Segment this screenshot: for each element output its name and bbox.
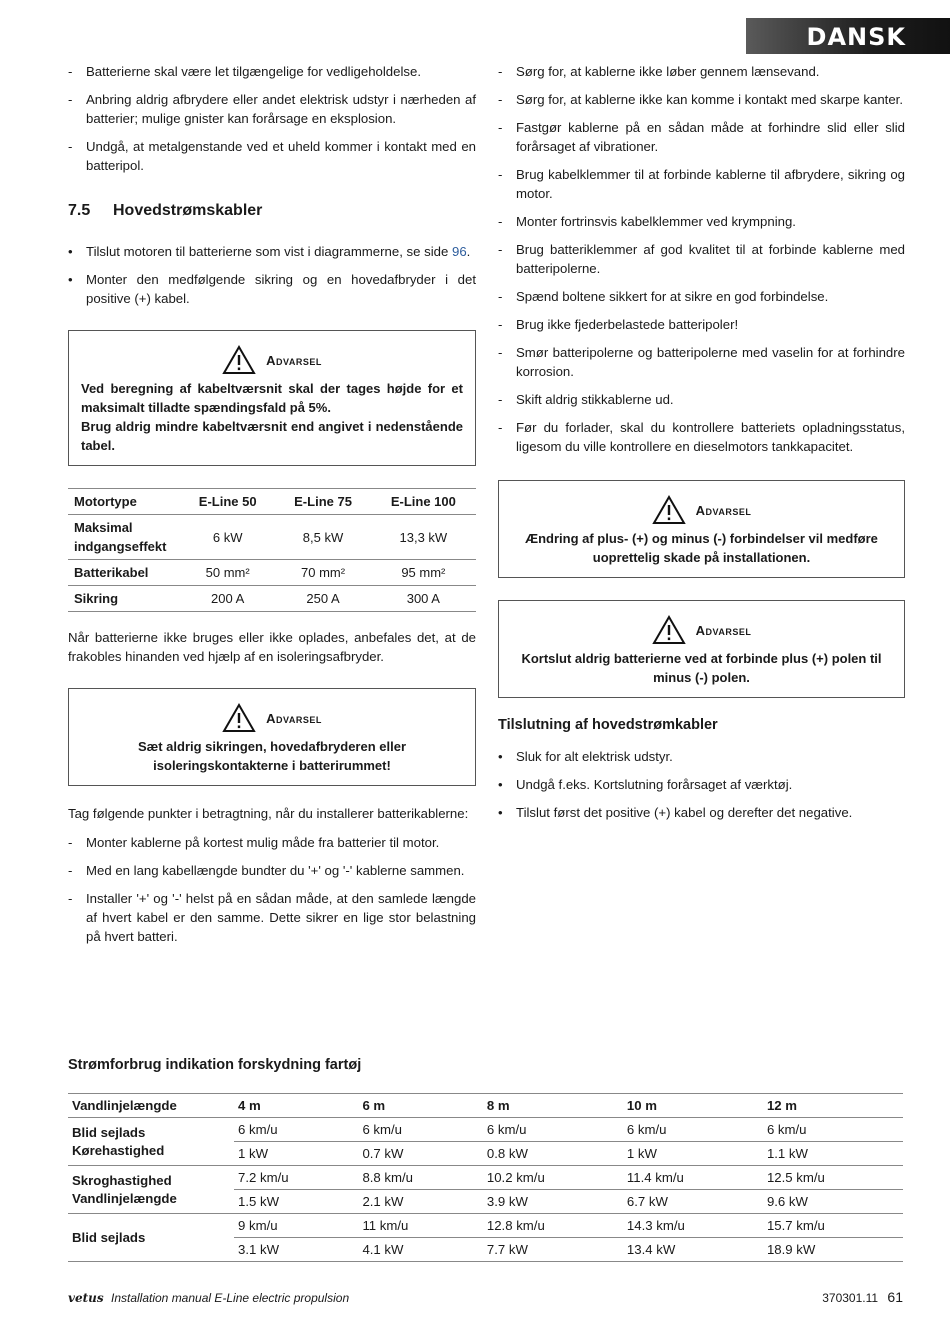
isolation-paragraph: Når batterierne ikke bruges eller ikke oplades, anbefales det, at de frakobles hinanden ved hjælp af en isoleringsafbryder.: [68, 630, 476, 664]
table-cell: 6 km/u: [234, 1118, 358, 1142]
motor-spec-table: [68, 488, 476, 612]
row-label-line: Kørehastighed: [72, 1142, 165, 1158]
warning-title: Advarsel: [266, 352, 322, 368]
row-label-line: Skroghastighed: [72, 1172, 172, 1188]
table-cell: 6 km/u: [483, 1118, 623, 1142]
cable-instructions-list: [68, 242, 476, 308]
warning-header: [511, 495, 892, 525]
warning-title: Advarsel: [266, 710, 322, 726]
power-consumption-table: [68, 1093, 903, 1262]
table-cell: 8.8 km/u: [358, 1166, 482, 1190]
section-number: 7.5: [68, 202, 91, 219]
table-cell: 1.1 kW: [763, 1142, 903, 1166]
table-cell: 13.4 kW: [623, 1238, 763, 1262]
warning-triangle-icon: [222, 345, 256, 375]
table-header-cell: 10 m: [623, 1094, 763, 1118]
row-label: Sikring: [68, 586, 180, 612]
list-item: • Monter den medfølgende sikring og en hovedafbryder i det positive (+) kabel.: [68, 270, 476, 308]
table-row: [68, 560, 476, 586]
page-number: 61: [887, 1289, 903, 1305]
install-points-paragraph: Tag følgende punkter i betragtning, når du installerer batterikablerne:: [68, 806, 469, 821]
table-row: [68, 1166, 903, 1190]
list-item: - Batterierne skal være let tilgængelige for vedligeholdelse.: [68, 62, 476, 81]
table-cell: 50 mm²: [180, 560, 275, 586]
bullet-text: Tilslut motoren til batterierne som vist i diagrammerne, se side: [86, 244, 449, 259]
table-cell: 1 kW: [623, 1142, 763, 1166]
list-item: - Fastgør kablerne på en sådan måde at forhindre slid eller slid forårsaget af vibrationer.: [498, 118, 905, 156]
manual-title: Installation manual E-Line electric propulsion: [110, 1290, 350, 1305]
table-cell: 9 km/u: [234, 1214, 358, 1238]
battery-notes-list: [68, 62, 476, 175]
list-item: - Installer '+' og '-' helst på en sådan måde, at den samlede længde af hvert kabel er den samme. Dette sikrer en lige stor belastning på hvert batteri.: [68, 889, 476, 946]
list-item: - Brug kabelklemmer til at forbinde kablerne til afbrydere, sikring og motor.: [498, 165, 905, 203]
consumption-table-title: Strømforbrug indikation forskydning fartøj: [68, 1057, 362, 1073]
list-item: - Smør batteripolerne og batteripolerne med vaselin for at forhindre korrosion.: [498, 343, 905, 381]
right-column: [498, 62, 905, 831]
table-cell: 11.4 km/u: [623, 1166, 763, 1190]
table-cell: 4.1 kW: [358, 1238, 482, 1262]
list-item: - Sørg for, at kablerne ikke kan komme i kontakt med skarpe kanter.: [498, 90, 905, 109]
warning-box: [498, 480, 905, 578]
table-cell: 200 A: [180, 586, 275, 612]
list-item: - Skift aldrig stikkablerne ud.: [498, 390, 905, 409]
table-cell: 11 km/u: [358, 1214, 482, 1238]
table-row: [68, 1118, 903, 1142]
warning-header: [81, 703, 463, 733]
table-header-cell: E-Line 50: [180, 489, 275, 515]
warning-text: Ændring af plus- (+) og minus (-) forbindelser vil medføre uoprettelig skade på installationen.: [525, 531, 878, 565]
connection-steps-list: [498, 747, 905, 822]
table-cell: 13,3 kW: [371, 515, 476, 560]
row-label: Batterikabel: [68, 560, 180, 586]
left-column: [68, 62, 476, 955]
warning-triangle-icon: [222, 703, 256, 733]
table-cell: 6 km/u: [358, 1118, 482, 1142]
vetus-logo: vetus: [68, 1290, 104, 1305]
table-header-cell: 12 m: [763, 1094, 903, 1118]
table-cell: 12.8 km/u: [483, 1214, 623, 1238]
table-header-row: [68, 1094, 903, 1118]
table-cell: 0.7 kW: [358, 1142, 482, 1166]
page-footer: [68, 1288, 903, 1308]
table-cell: 15.7 km/u: [763, 1214, 903, 1238]
row-label-line: Vandlinjelængde: [72, 1190, 177, 1206]
list-item: - Før du forlader, skal du kontrollere batteriets opladningsstatus, ligesom du ville kontrollere en dieselmotors tankkapacitet.: [498, 418, 905, 456]
warning-box: [68, 688, 476, 786]
row-label: [68, 1118, 234, 1166]
table-cell: 10.2 km/u: [483, 1166, 623, 1190]
table-cell: 1 kW: [234, 1142, 358, 1166]
table-cell: 6 kW: [180, 515, 275, 560]
row-label: [68, 1214, 234, 1262]
list-item: • Tilslut først det positive (+) kabel og derefter det negative.: [498, 803, 905, 822]
table-cell: 70 mm²: [275, 560, 370, 586]
row-label-line: Blid sejlads: [72, 1229, 146, 1245]
table-cell: 2.1 kW: [358, 1190, 482, 1214]
table-cell: 7.7 kW: [483, 1238, 623, 1262]
row-label-line: Blid sejlads: [72, 1124, 146, 1140]
footer-left: [68, 1289, 349, 1308]
table-cell: 6 km/u: [623, 1118, 763, 1142]
table-cell: 7.2 km/u: [234, 1166, 358, 1190]
list-item: - Med en lang kabellængde bundter du '+' og '-' kablerne sammen.: [68, 861, 476, 880]
warning-title: Advarsel: [695, 502, 752, 518]
list-item: - Spænd boltene sikkert for at sikre en god forbindelse.: [498, 287, 905, 306]
warning-text: Brug aldrig mindre kabeltværsnit end angivet i nedenstående tabel.: [81, 419, 463, 453]
list-item: - Monter fortrinsvis kabelklemmer ved krympning.: [498, 212, 905, 231]
install-points-list: [68, 833, 476, 946]
table-cell: 250 A: [275, 586, 370, 612]
row-label: [68, 1166, 234, 1214]
list-item: - Brug batteriklemmer af god kvalitet til at forbinde kablerne med batteripolerne.: [498, 240, 905, 278]
list-item: - Anbring aldrig afbrydere eller andet elektrisk udstyr i nærheden af batterier; mulige gnister kan forårsage en eksplosion.: [68, 90, 476, 128]
language-tab: DANSK: [746, 18, 950, 54]
table-row: [68, 1214, 903, 1238]
warning-header: [511, 615, 892, 645]
warning-triangle-icon: [652, 615, 686, 645]
list-item: [68, 242, 476, 261]
table-cell: 95 mm²: [371, 560, 476, 586]
table-cell: 3.9 kW: [483, 1190, 623, 1214]
list-item: - Brug ikke fjederbelastede batteripoler!: [498, 315, 905, 334]
section-heading: [68, 201, 476, 220]
warning-text: Ved beregning af kabeltværsnit skal der tages højde for et maksimalt tilladte spændingsfald på 5%.: [81, 381, 463, 415]
row-label: Maksimal indgangseffekt: [68, 515, 180, 560]
table-cell: 9.6 kW: [763, 1190, 903, 1214]
table-cell: 12.5 km/u: [763, 1166, 903, 1190]
table-cell: 18.9 kW: [763, 1238, 903, 1262]
table-cell: 300 A: [371, 586, 476, 612]
table-header-cell: 4 m: [234, 1094, 358, 1118]
table-cell: 14.3 km/u: [623, 1214, 763, 1238]
document-number: 370301.11: [822, 1291, 879, 1305]
table-header-cell: Motortype: [68, 489, 180, 515]
subsection-heading: Tilslutning af hovedstrømkabler: [498, 717, 718, 733]
warning-box: [68, 330, 476, 466]
warning-text: Sæt aldrig sikringen, hovedafbryderen eller isoleringskontakterne i batterirummet!: [137, 739, 407, 773]
section-title: Hovedstrømskabler: [113, 202, 263, 219]
table-header-cell: 8 m: [483, 1094, 623, 1118]
footer-right: [822, 1288, 903, 1308]
list-item: - Undgå, at metalgenstande ved et uheld kommer i kontakt med en batteripol.: [68, 137, 476, 175]
page-reference-link[interactable]: 96: [451, 244, 467, 259]
table-header-row: [68, 489, 476, 515]
table-cell: 6 km/u: [763, 1118, 903, 1142]
cable-routing-list: [498, 62, 905, 456]
list-item: - Sørg for, at kablerne ikke løber gennem lænsevand.: [498, 62, 905, 81]
warning-triangle-icon: [652, 495, 686, 525]
table-row: [68, 515, 476, 560]
table-row: [68, 586, 476, 612]
table-cell: 3.1 kW: [234, 1238, 358, 1262]
table-header-cell: 6 m: [358, 1094, 482, 1118]
table-header-cell: E-Line 75: [275, 489, 370, 515]
list-item: - Monter kablerne på kortest mulig måde fra batterier til motor.: [68, 833, 476, 852]
table-cell: 8,5 kW: [275, 515, 370, 560]
warning-title: Advarsel: [695, 622, 752, 638]
warning-box: [498, 600, 905, 698]
list-item: • Sluk for alt elektrisk udstyr.: [498, 747, 905, 766]
table-header-cell: Vandlinjelængde: [68, 1094, 234, 1118]
table-header-cell: E-Line 100: [371, 489, 476, 515]
table-cell: 0.8 kW: [483, 1142, 623, 1166]
table-cell: 6.7 kW: [623, 1190, 763, 1214]
warning-header: [81, 345, 463, 375]
list-item: • Undgå f.eks. Kortslutning forårsaget af værktøj.: [498, 775, 905, 794]
table-cell: 1.5 kW: [234, 1190, 358, 1214]
bullet-end: .: [466, 244, 471, 259]
warning-text: Kortslut aldrig batterierne ved at forbinde plus (+) polen til minus (-) polen.: [521, 651, 882, 685]
